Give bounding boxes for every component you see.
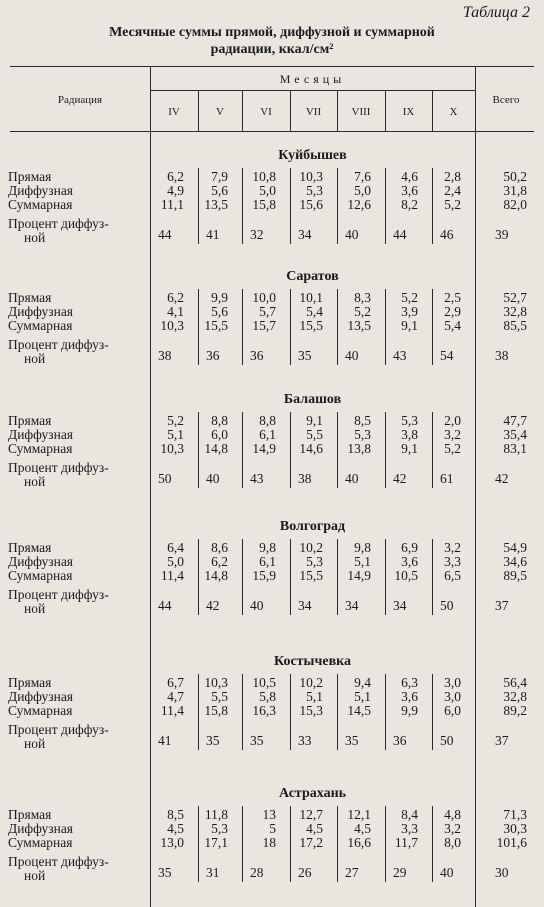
row-label-direct: Прямая: [8, 290, 52, 305]
cell-percent-2: 43: [250, 471, 264, 486]
cell-direct-5: 6,9: [401, 540, 418, 555]
cell-diffuse-0: 4,1: [167, 304, 184, 319]
cell-sum-3: 17,2: [299, 835, 323, 850]
cell-percent-2: 28: [250, 865, 264, 880]
cell-direct-3: 12,7: [299, 807, 323, 822]
cell-total-direct: 52,7: [503, 290, 527, 305]
rule-header-month-2: [290, 90, 291, 131]
cell-sum-6: 5,2: [444, 197, 461, 212]
cell-total-diffuse: 34,6: [503, 554, 527, 569]
rule-header-month-4: [385, 90, 386, 131]
cell-sum-2: 16,3: [252, 703, 276, 718]
cell-sum-4: 12,6: [347, 197, 371, 212]
cell-percent-0: 50: [158, 471, 172, 486]
cell-sum-5: 9,1: [401, 441, 418, 456]
cell-total-diffuse: 32,8: [503, 304, 527, 319]
cell-percent-1: 41: [206, 227, 220, 242]
cell-percent-2: 35: [250, 733, 264, 748]
cell-percent-6: 61: [440, 471, 454, 486]
cell-sum-3: 15,5: [299, 318, 323, 333]
cell-direct-5: 4,6: [401, 169, 418, 184]
cell-percent-6: 46: [440, 227, 454, 242]
cell-percent-5: 36: [393, 733, 407, 748]
cell-total-direct: 50,2: [503, 169, 527, 184]
cell-sum-1: 15,5: [204, 318, 228, 333]
cell-diffuse-1: 5,3: [211, 821, 228, 836]
cell-direct-5: 5,2: [401, 290, 418, 305]
cell-total-percent: 37: [495, 733, 509, 748]
header-top-rule: [10, 66, 534, 67]
row-label-percent-1: Процент диффуз-: [8, 460, 109, 475]
cell-diffuse-5: 3,6: [401, 554, 418, 569]
cell-direct-5: 5,3: [401, 413, 418, 428]
row-label-diffuse: Диффузная: [8, 183, 74, 198]
cell-direct-3: 10,2: [299, 675, 323, 690]
row-label-percent-2: ной: [24, 474, 46, 489]
cell-direct-6: 3,2: [444, 540, 461, 555]
cell-diffuse-4: 5,1: [354, 554, 371, 569]
cell-total-sum: 89,5: [503, 568, 527, 583]
row-label-percent-2: ной: [24, 736, 46, 751]
cell-percent-4: 40: [345, 471, 359, 486]
cell-percent-4: 40: [345, 348, 359, 363]
cell-sum-1: 14,8: [204, 441, 228, 456]
cell-direct-6: 2,8: [444, 169, 461, 184]
cell-diffuse-5: 3,9: [401, 304, 418, 319]
cell-percent-5: 42: [393, 471, 407, 486]
cell-total-sum: 83,1: [503, 441, 527, 456]
row-label-percent-2: ной: [24, 601, 46, 616]
cell-percent-5: 43: [393, 348, 407, 363]
cell-percent-1: 35: [206, 733, 220, 748]
cell-percent-3: 26: [298, 865, 312, 880]
row-label-diffuse: Диффузная: [8, 689, 74, 704]
cell-diffuse-4: 5,1: [354, 689, 371, 704]
cell-diffuse-3: 5,1: [306, 689, 323, 704]
cell-sum-0: 10,3: [160, 318, 184, 333]
cell-diffuse-1: 5,6: [211, 304, 228, 319]
rule-header-month-3: [337, 90, 338, 131]
cell-total-direct: 71,3: [503, 807, 527, 822]
header-radiation: Радиация: [57, 94, 103, 106]
city-title-4: Костычевка: [274, 654, 351, 669]
cell-diffuse-6: 3,2: [444, 821, 461, 836]
row-label-direct: Прямая: [8, 675, 52, 690]
cell-total-percent: 42: [495, 471, 509, 486]
cell-total-sum: 85,5: [503, 318, 527, 333]
cell-percent-0: 44: [158, 227, 172, 242]
cell-direct-0: 6,7: [167, 675, 184, 690]
cell-sum-6: 6,0: [444, 703, 461, 718]
cell-diffuse-4: 5,0: [354, 183, 371, 198]
cell-sum-0: 11,4: [160, 568, 184, 583]
cell-sum-2: 14,9: [252, 441, 276, 456]
cell-sum-4: 14,5: [347, 703, 371, 718]
cell-direct-4: 9,4: [354, 675, 371, 690]
cell-direct-3: 10,1: [299, 290, 323, 305]
cell-direct-1: 11,8: [204, 807, 228, 822]
cell-direct-5: 8,4: [401, 807, 418, 822]
cell-diffuse-0: 4,7: [167, 689, 184, 704]
cell-percent-3: 34: [298, 227, 312, 242]
cell-diffuse-4: 5,3: [354, 427, 371, 442]
cell-diffuse-5: 3,6: [401, 183, 418, 198]
table-number: Таблица 2: [462, 4, 530, 21]
cell-percent-3: 34: [298, 598, 312, 613]
cell-total-sum: 82,0: [503, 197, 527, 212]
cell-sum-3: 15,6: [299, 197, 323, 212]
cell-diffuse-3: 5,4: [306, 304, 323, 319]
row-label-direct: Прямая: [8, 413, 52, 428]
month-header-0: IV: [168, 106, 180, 118]
cell-diffuse-1: 5,6: [211, 183, 228, 198]
row-label-percent-1: Процент диффуз-: [8, 337, 109, 352]
row-label-sum: Суммарная: [8, 835, 73, 850]
header-months: Месяцы: [279, 72, 346, 86]
cell-diffuse-6: 3,2: [444, 427, 461, 442]
cell-sum-6: 5,2: [444, 441, 461, 456]
cell-percent-1: 40: [206, 471, 220, 486]
cell-direct-2: 8,8: [259, 413, 276, 428]
cell-diffuse-1: 6,2: [211, 554, 228, 569]
cell-total-direct: 47,7: [503, 413, 527, 428]
cell-diffuse-2: 5,8: [259, 689, 276, 704]
cell-diffuse-2: 5: [269, 821, 276, 836]
cell-total-sum: 101,6: [496, 835, 527, 850]
cell-total-percent: 38: [495, 348, 509, 363]
row-label-percent-1: Процент диффуз-: [8, 216, 109, 231]
cell-diffuse-2: 5,0: [259, 183, 276, 198]
cell-direct-3: 9,1: [306, 413, 323, 428]
cell-sum-2: 15,7: [252, 318, 276, 333]
cell-sum-4: 14,9: [347, 568, 371, 583]
cell-sum-4: 13,5: [347, 318, 371, 333]
cell-direct-1: 9,9: [211, 290, 228, 305]
row-label-percent-1: Процент диффуз-: [8, 854, 109, 869]
month-header-4: VIII: [351, 106, 371, 118]
cell-diffuse-3: 5,3: [306, 183, 323, 198]
cell-sum-2: 15,8: [252, 197, 276, 212]
cell-direct-6: 2,5: [444, 290, 461, 305]
cell-direct-2: 9,8: [259, 540, 276, 555]
cell-direct-2: 10,8: [252, 169, 276, 184]
row-label-sum: Суммарная: [8, 568, 73, 583]
cell-diffuse-1: 6,0: [211, 427, 228, 442]
cell-direct-4: 8,3: [354, 290, 371, 305]
cell-diffuse-5: 3,3: [401, 821, 418, 836]
cell-percent-0: 38: [158, 348, 172, 363]
cell-sum-0: 11,1: [160, 197, 184, 212]
cell-diffuse-2: 6,1: [259, 427, 276, 442]
cell-sum-3: 14,6: [299, 441, 323, 456]
rule-header-month-5: [432, 90, 433, 131]
cell-sum-4: 13,8: [347, 441, 371, 456]
cell-sum-3: 15,3: [299, 703, 323, 718]
row-label-percent-2: ной: [24, 351, 46, 366]
cell-diffuse-6: 3,3: [444, 554, 461, 569]
cell-diffuse-4: 4,5: [354, 821, 371, 836]
row-label-percent-2: ной: [24, 230, 46, 245]
cell-sum-1: 17,1: [204, 835, 228, 850]
rule-header-month-0: [198, 90, 199, 131]
cell-diffuse-3: 4,5: [306, 821, 323, 836]
header-bottom-rule: [10, 131, 534, 132]
cell-sum-6: 8,0: [444, 835, 461, 850]
cell-total-percent: 30: [495, 865, 509, 880]
row-label-direct: Прямая: [8, 540, 52, 555]
cell-total-diffuse: 35,4: [503, 427, 527, 442]
cell-diffuse-6: 3,0: [444, 689, 461, 704]
cell-diffuse-3: 5,3: [306, 554, 323, 569]
cell-sum-0: 10,3: [160, 441, 184, 456]
month-header-5: IX: [402, 106, 415, 118]
cell-direct-4: 8,5: [354, 413, 371, 428]
cell-percent-1: 42: [206, 598, 220, 613]
cell-sum-4: 16,6: [347, 835, 371, 850]
cell-diffuse-6: 2,9: [444, 304, 461, 319]
row-label-percent-1: Процент диффуз-: [8, 587, 109, 602]
cell-total-diffuse: 30,3: [503, 821, 527, 836]
cell-sum-5: 9,1: [401, 318, 418, 333]
cell-percent-3: 33: [298, 733, 312, 748]
cell-direct-4: 12,1: [347, 807, 371, 822]
cell-total-diffuse: 31,8: [503, 183, 527, 198]
city-title-3: Волгоград: [279, 519, 346, 534]
cell-direct-3: 10,2: [299, 540, 323, 555]
row-label-sum: Суммарная: [8, 197, 73, 212]
cell-percent-1: 36: [206, 348, 220, 363]
city-title-0: Куйбышев: [278, 148, 347, 163]
month-header-6: X: [449, 106, 458, 118]
cell-total-direct: 56,4: [503, 675, 527, 690]
cell-diffuse-3: 5,5: [306, 427, 323, 442]
cell-total-percent: 39: [495, 227, 509, 242]
city-title-1: Саратов: [286, 269, 339, 284]
month-header-3: VII: [305, 106, 322, 118]
cell-sum-2: 15,9: [252, 568, 276, 583]
cell-direct-0: 8,5: [167, 807, 184, 822]
cell-direct-0: 6,4: [167, 540, 184, 555]
cell-sum-0: 13,0: [160, 835, 184, 850]
cell-percent-4: 35: [345, 733, 359, 748]
cell-diffuse-2: 5,7: [259, 304, 276, 319]
cell-direct-3: 10,3: [299, 169, 323, 184]
cell-diffuse-2: 6,1: [259, 554, 276, 569]
cell-direct-0: 6,2: [167, 290, 184, 305]
cell-sum-1: 15,8: [204, 703, 228, 718]
row-label-direct: Прямая: [8, 169, 52, 184]
cell-percent-0: 35: [158, 865, 172, 880]
cell-diffuse-0: 5,0: [167, 554, 184, 569]
caption-line-1: Месячные суммы прямой, диффузной и суммарной: [109, 25, 435, 40]
row-label-percent-1: Процент диффуз-: [8, 722, 109, 737]
cell-diffuse-5: 3,8: [401, 427, 418, 442]
cell-total-sum: 89,2: [503, 703, 527, 718]
cell-percent-6: 54: [440, 348, 454, 363]
cell-diffuse-0: 4,5: [167, 821, 184, 836]
cell-direct-2: 10,5: [252, 675, 276, 690]
cell-percent-4: 27: [345, 865, 359, 880]
cell-direct-4: 9,8: [354, 540, 371, 555]
cell-sum-5: 8,2: [401, 197, 418, 212]
header-total: Всего: [492, 94, 520, 106]
row-label-sum: Суммарная: [8, 703, 73, 718]
cell-direct-1: 8,8: [211, 413, 228, 428]
cell-direct-4: 7,6: [354, 169, 371, 184]
cell-percent-1: 31: [206, 865, 220, 880]
month-header-1: V: [216, 106, 224, 118]
cell-direct-2: 13: [262, 807, 276, 822]
cell-sum-0: 11,4: [160, 703, 184, 718]
cell-percent-3: 35: [298, 348, 312, 363]
cell-percent-5: 29: [393, 865, 407, 880]
cell-sum-5: 11,7: [394, 835, 418, 850]
cell-direct-0: 6,2: [167, 169, 184, 184]
cell-percent-4: 40: [345, 227, 359, 242]
caption-line-2: радиации, ккал/см²: [210, 42, 334, 57]
cell-direct-2: 10,0: [252, 290, 276, 305]
cell-direct-5: 6,3: [401, 675, 418, 690]
cell-direct-1: 8,6: [211, 540, 228, 555]
row-label-sum: Суммарная: [8, 318, 73, 333]
cell-sum-1: 13,5: [204, 197, 228, 212]
cell-direct-0: 5,2: [167, 413, 184, 428]
city-title-2: Балашов: [283, 392, 342, 407]
row-label-diffuse: Диффузная: [8, 427, 74, 442]
cell-total-diffuse: 32,8: [503, 689, 527, 704]
cell-direct-1: 7,9: [211, 169, 228, 184]
cell-percent-2: 40: [250, 598, 264, 613]
cell-percent-4: 34: [345, 598, 359, 613]
cell-percent-5: 44: [393, 227, 407, 242]
city-title-5: Астрахань: [278, 786, 347, 801]
cell-diffuse-0: 4,9: [167, 183, 184, 198]
rule-header-month-1: [242, 90, 243, 131]
cell-diffuse-6: 2,4: [444, 183, 461, 198]
cell-percent-0: 44: [158, 598, 172, 613]
cell-total-percent: 37: [495, 598, 509, 613]
row-label-diffuse: Диффузная: [8, 821, 74, 836]
cell-sum-3: 15,5: [299, 568, 323, 583]
cell-total-direct: 54,9: [503, 540, 527, 555]
cell-direct-6: 2,0: [444, 413, 461, 428]
cell-diffuse-5: 3,6: [401, 689, 418, 704]
cell-percent-5: 34: [393, 598, 407, 613]
table-caption: [0, 24, 544, 58]
cell-direct-1: 10,3: [204, 675, 228, 690]
cell-sum-5: 9,9: [401, 703, 418, 718]
row-label-direct: Прямая: [8, 807, 52, 822]
cell-diffuse-4: 5,2: [354, 304, 371, 319]
cell-percent-2: 36: [250, 348, 264, 363]
cell-percent-6: 50: [440, 598, 454, 613]
cell-sum-2: 18: [262, 835, 276, 850]
cell-sum-6: 6,5: [444, 568, 461, 583]
cell-percent-2: 32: [250, 227, 264, 242]
cell-sum-1: 14,8: [204, 568, 228, 583]
cell-percent-3: 38: [298, 471, 312, 486]
cell-direct-6: 3,0: [444, 675, 461, 690]
cell-direct-6: 4,8: [444, 807, 461, 822]
cell-percent-0: 41: [158, 733, 172, 748]
row-label-diffuse: Диффузная: [8, 304, 74, 319]
cell-percent-6: 50: [440, 733, 454, 748]
cell-diffuse-0: 5,1: [167, 427, 184, 442]
cell-diffuse-1: 5,5: [211, 689, 228, 704]
cell-sum-6: 5,4: [444, 318, 461, 333]
row-label-sum: Суммарная: [8, 441, 73, 456]
row-label-percent-2: ной: [24, 868, 46, 883]
month-header-2: VI: [260, 106, 272, 118]
cell-sum-5: 10,5: [394, 568, 418, 583]
row-label-diffuse: Диффузная: [8, 554, 74, 569]
cell-percent-6: 40: [440, 865, 454, 880]
